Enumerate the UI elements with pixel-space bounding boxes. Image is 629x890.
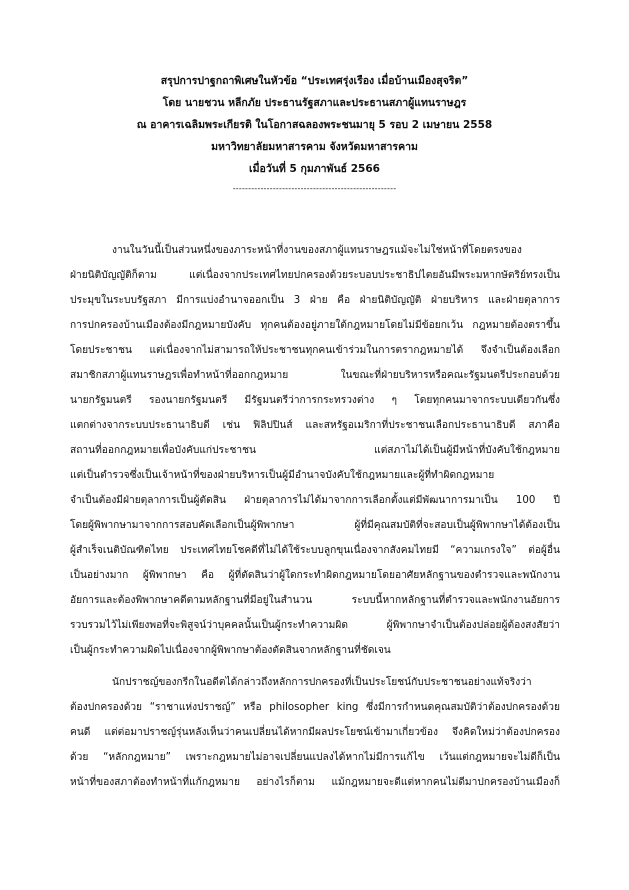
- paragraph-line: นักปราชญ์ของกรีกในอดีตได้กล่าวถึงหลักการปกครองที่เป็นประโยชน์กับประชาชนอย่างแท้จริงว่า: [112, 677, 532, 688]
- paragraph-line: แตกต่างจากระบบประธานาธิบดี เช่น ฟิลิปปินส์ และสหรัฐอเมริกาที่ประชาชนเลือกประธานาธิบดี สภาคือ: [70, 420, 560, 431]
- paragraph-line: นายกรัฐมนตรี รองนายกรัฐมนตรี มีรัฐมนตรีว่าการกระทรวงต่าง ๆ โดยทุกคนมาจากระบบเดียวกันซึ่ง: [70, 395, 560, 406]
- paragraph-line: เป็นอย่างมาก ผู้พิพากษา คือ ผู้ที่ตัดสินว่าผู้ใดกระทำผิดกฎหมายโดยอาศัยหลักฐานของตำรวจและพนักงาน: [70, 570, 560, 581]
- paragraph-line: ผู้สำเร็จเนติบัณฑิตไทย ประเทศไทยโชคดีที่ไม่ได้ใช้ระบบลูกขุนเนื่องจากสังคมไทยมี “ความเกรงใจ” ต่อผู้อื่น: [70, 545, 560, 556]
- paragraph-line: จำเป็นต้องมีฝ่ายตุลาการเป็นผู้ตัดสิน ฝ่ายตุลาการไม่ได้มาจากการเลือกตั้งแต่มีพัฒนาการมาเป็น 100 ปี: [70, 495, 560, 506]
- paragraph-line: โดยผู้พิพากษามาจากการสอบคัดเลือกเป็นผู้พิพากษา ผู้ที่มีคุณสมบัติที่จะสอบเป็นผู้พิพากษาได้ต้องเป็น: [70, 520, 560, 531]
- date-line: เมื่อวันที่ 5 กุมภาพันธ์ 2566: [249, 163, 380, 175]
- paragraph-line: โดยประชาชน แต่เนื่องจากไม่สามารถให้ประชาชนทุกคนเข้าร่วมในการตรากฎหมายได้ จึงจำเป็นต้องเลือก: [70, 345, 560, 356]
- paragraph-line: ฝ่ายนิติบัญญัติก็ตาม แต่เนื่องจากประเทศไทยปกครองด้วยระบอบประชาธิปไตยอันมีพระมหากษัตริย์ทรงเป็น: [70, 270, 560, 281]
- paragraph-line: การปกครองบ้านเมืองต้องมีกฎหมายบังคับ ทุกคนต้องอยู่ภายใต้กฎหมายโดยไม่มีข้อยกเว้น กฎหมายต้องตราขึ้น: [70, 320, 560, 331]
- paragraph-line: คนดี แต่ต่อมาปราชญ์รุ่นหลังเห็นว่าคนเปลี่ยนได้หากมีผลประโยชน์เข้ามาเกี่ยวข้อง จึงคิดใหม่ว่าต้องปกครอง: [70, 727, 560, 738]
- paragraph-1: [70, 238, 560, 663]
- paragraph-line: ด้วย “หลักกฎหมาย” เพราะกฎหมายไม่อาจเปลี่ยนแปลงได้หากไม่มีการแก้ไข เว้นแต่กฎหมายจะไม่ดีก็เป็น: [70, 752, 560, 763]
- paragraph-line: ต้องปกครองด้วย “ราชาแห่งปราชญ์” หรือ philosopher king ซึ่งมีการกำหนดคุณสมบัติว่าต้องปกครองด้วย: [70, 702, 560, 713]
- header-divider: -----------------------------------------------------: [232, 184, 397, 193]
- paragraph-line: สมาชิกสภาผู้แทนราษฎรเพื่อทำหน้าที่ออกกฎหมาย ในขณะที่ฝ่ายบริหารหรือคณะรัฐมนตรีประกอบด้วย: [70, 370, 560, 381]
- paragraph-line: เป็นผู้กระทำความผิดไปเนื่องจากผู้พิพากษาต้องตัดสินจากหลักฐานที่ชัดเจน: [70, 645, 391, 656]
- paragraph-line: หน้าที่ของสภาต้องทำหน้าที่แก้กฎหมาย อย่างไรก็ตาม แม้กฎหมายจะดีแต่หากคนไม่ดีมาปกครองบ้านเมืองก็: [70, 777, 560, 788]
- document-header: [0, 70, 629, 198]
- paragraph-line: ประมุขในระบบรัฐสภา มีการแบ่งอำนาจออกเป็น 3 ฝ่าย คือ ฝ่ายนิติบัญญัติ ฝ่ายบริหาร และฝ่ายตุลาการ: [70, 295, 560, 306]
- speaker-line: โดย นายชวน หลีกภัย ประธานรัฐสภาและประธานสภาผู้แทนราษฎร: [162, 97, 467, 109]
- venue-line: ณ อาคารเฉลิมพระเกียรติ ในโอกาสฉลองพระชนมายุ 5 รอบ 2 เมษายน 2558: [136, 119, 493, 131]
- paragraph-line: แต่เป็นตำรวจซึ่งเป็นเจ้าหน้าที่ของฝ่ายบริหารเป็นผู้มีอำนาจบังคับใช้กฎหมายและผู้ที่ทำผิดกฎหมาย: [70, 470, 495, 481]
- paragraph-line: อัยการและต้องพิพากษาคดีตามหลักฐานที่มีอยู่ในสำนวน ระบบนี้หากหลักฐานที่ตำรวจและพนักงานอัยการ: [70, 595, 560, 606]
- paragraph-2: [70, 670, 560, 795]
- paragraph-line: สถานที่ออกกฎหมายเพื่อบังคับแก่ประชาชน แต่สภาไม่ได้เป็นผู้มีหน้าที่บังคับใช้กฎหมาย: [70, 445, 560, 456]
- document-body: [70, 238, 560, 795]
- paragraph-line: งานในวันนี้เป็นส่วนหนึ่งของภาระหน้าที่งานของสภาผู้แทนราษฎรแม้จะไม่ใช่หน้าที่โดยตรงของ: [112, 245, 522, 256]
- paragraph-line: รวบรวมไว้ไม่เพียงพอที่จะพิสูจน์ว่าบุคคลนั้นเป็นผู้กระทำความผิด ผู้พิพากษาจำเป็นต้องปล่อยผู้ต้องสงสัยว่า: [70, 620, 560, 631]
- university-line: มหาวิทยาลัยมหาสารคาม จังหวัดมหาสารคาม: [211, 141, 418, 153]
- speech-title: สรุปการปาฐกถาพิเศษในหัวข้อ “ประเทศรุ่งเรือง เมื่อบ้านเมืองสุจริต”: [160, 75, 469, 87]
